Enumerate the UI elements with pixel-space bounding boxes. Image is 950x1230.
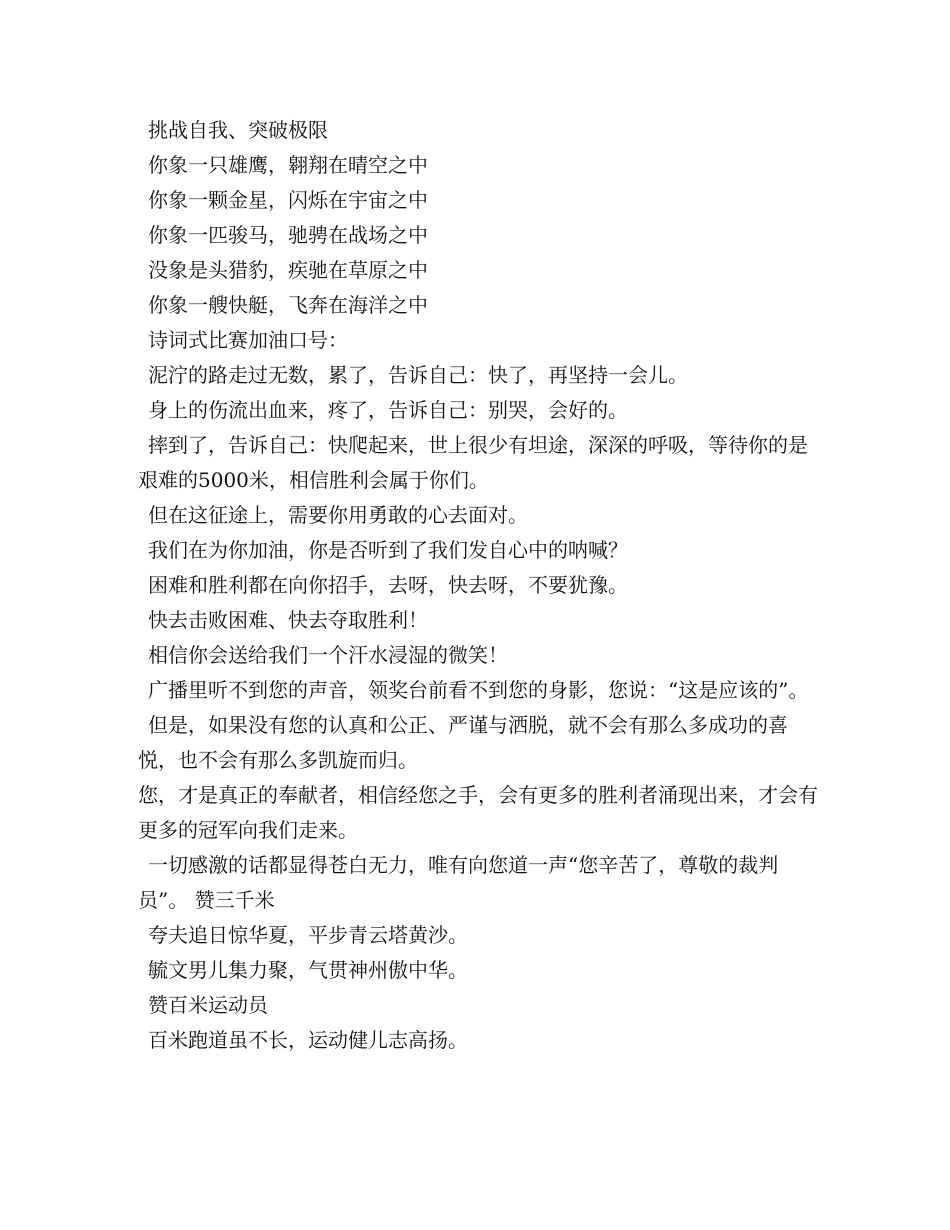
text-line: 没象是头猎豹，疾驰在草原之中 <box>148 258 428 282</box>
text-line: 夸夫追日惊华夏，平步青云塔黄沙。 <box>148 923 468 947</box>
text-line: 你象一只雄鹰，翱翔在晴空之中 <box>148 153 428 177</box>
text-line: 相信你会送给我们一个汗水浸湿的微笑！ <box>148 643 508 667</box>
text-line: 你象一颗金星，闪烁在宇宙之中 <box>148 188 428 212</box>
text-line: 泥泞的路走过无数，累了，告诉自己：快了，再坚持一会儿。 <box>148 363 688 387</box>
document-page <box>138 113 818 1058</box>
text-line: 挑战自我、突破极限 <box>148 118 328 142</box>
text-line: 身上的伤流出血来，疼了，告诉自己：别哭，会好的。 <box>148 398 628 422</box>
text-line: 但在这征途上，需要你用勇敢的心去面对。 <box>148 503 528 527</box>
text-line: 快去击败困难、快去夺取胜利！ <box>148 608 428 632</box>
text-paragraph: 您，才是真正的奉献者，相信经您之手，会有更多的胜利者涌现出来，才会有更多的冠军向我们走来。 <box>138 783 818 842</box>
text-line: 毓文男儿集力聚，气贯神州傲中华。 <box>148 958 468 982</box>
text-line: 你象一匹骏马，驰骋在战场之中 <box>148 223 428 247</box>
text-paragraph: 摔到了，告诉自己：快爬起来，世上很少有坦途，深深的呼吸，等待你的是艰难的5000米，相信胜利会属于你们。 <box>138 433 808 492</box>
text-line: 百米跑道虽不长，运动健儿志高扬。 <box>148 1028 468 1052</box>
text-paragraph: 一切感激的话都显得苍白无力，唯有向您道一声“您辛苦了，尊敬的裁判员”。 赞三千米 <box>138 853 779 912</box>
section-heading: 诗词式比赛加油口号： <box>148 328 348 352</box>
text-paragraph: 但是，如果没有您的认真和公正、严谨与洒脱，就不会有那么多成功的喜悦，也不会有那么多凯旋而归。 <box>138 713 788 772</box>
text-line: 你象一艘快艇，飞奔在海洋之中 <box>148 293 428 317</box>
section-heading: 赞百米运动员 <box>148 993 268 1017</box>
text-paragraph: 广播里听不到您的声音，领奖台前看不到您的身影，您说：“这是应该的”。 <box>148 678 809 702</box>
text-line: 我们在为你加油，你是否听到了我们发自心中的呐喊？ <box>148 538 628 562</box>
text-line: 困难和胜利都在向你招手，去呀，快去呀，不要犹豫。 <box>148 573 628 597</box>
